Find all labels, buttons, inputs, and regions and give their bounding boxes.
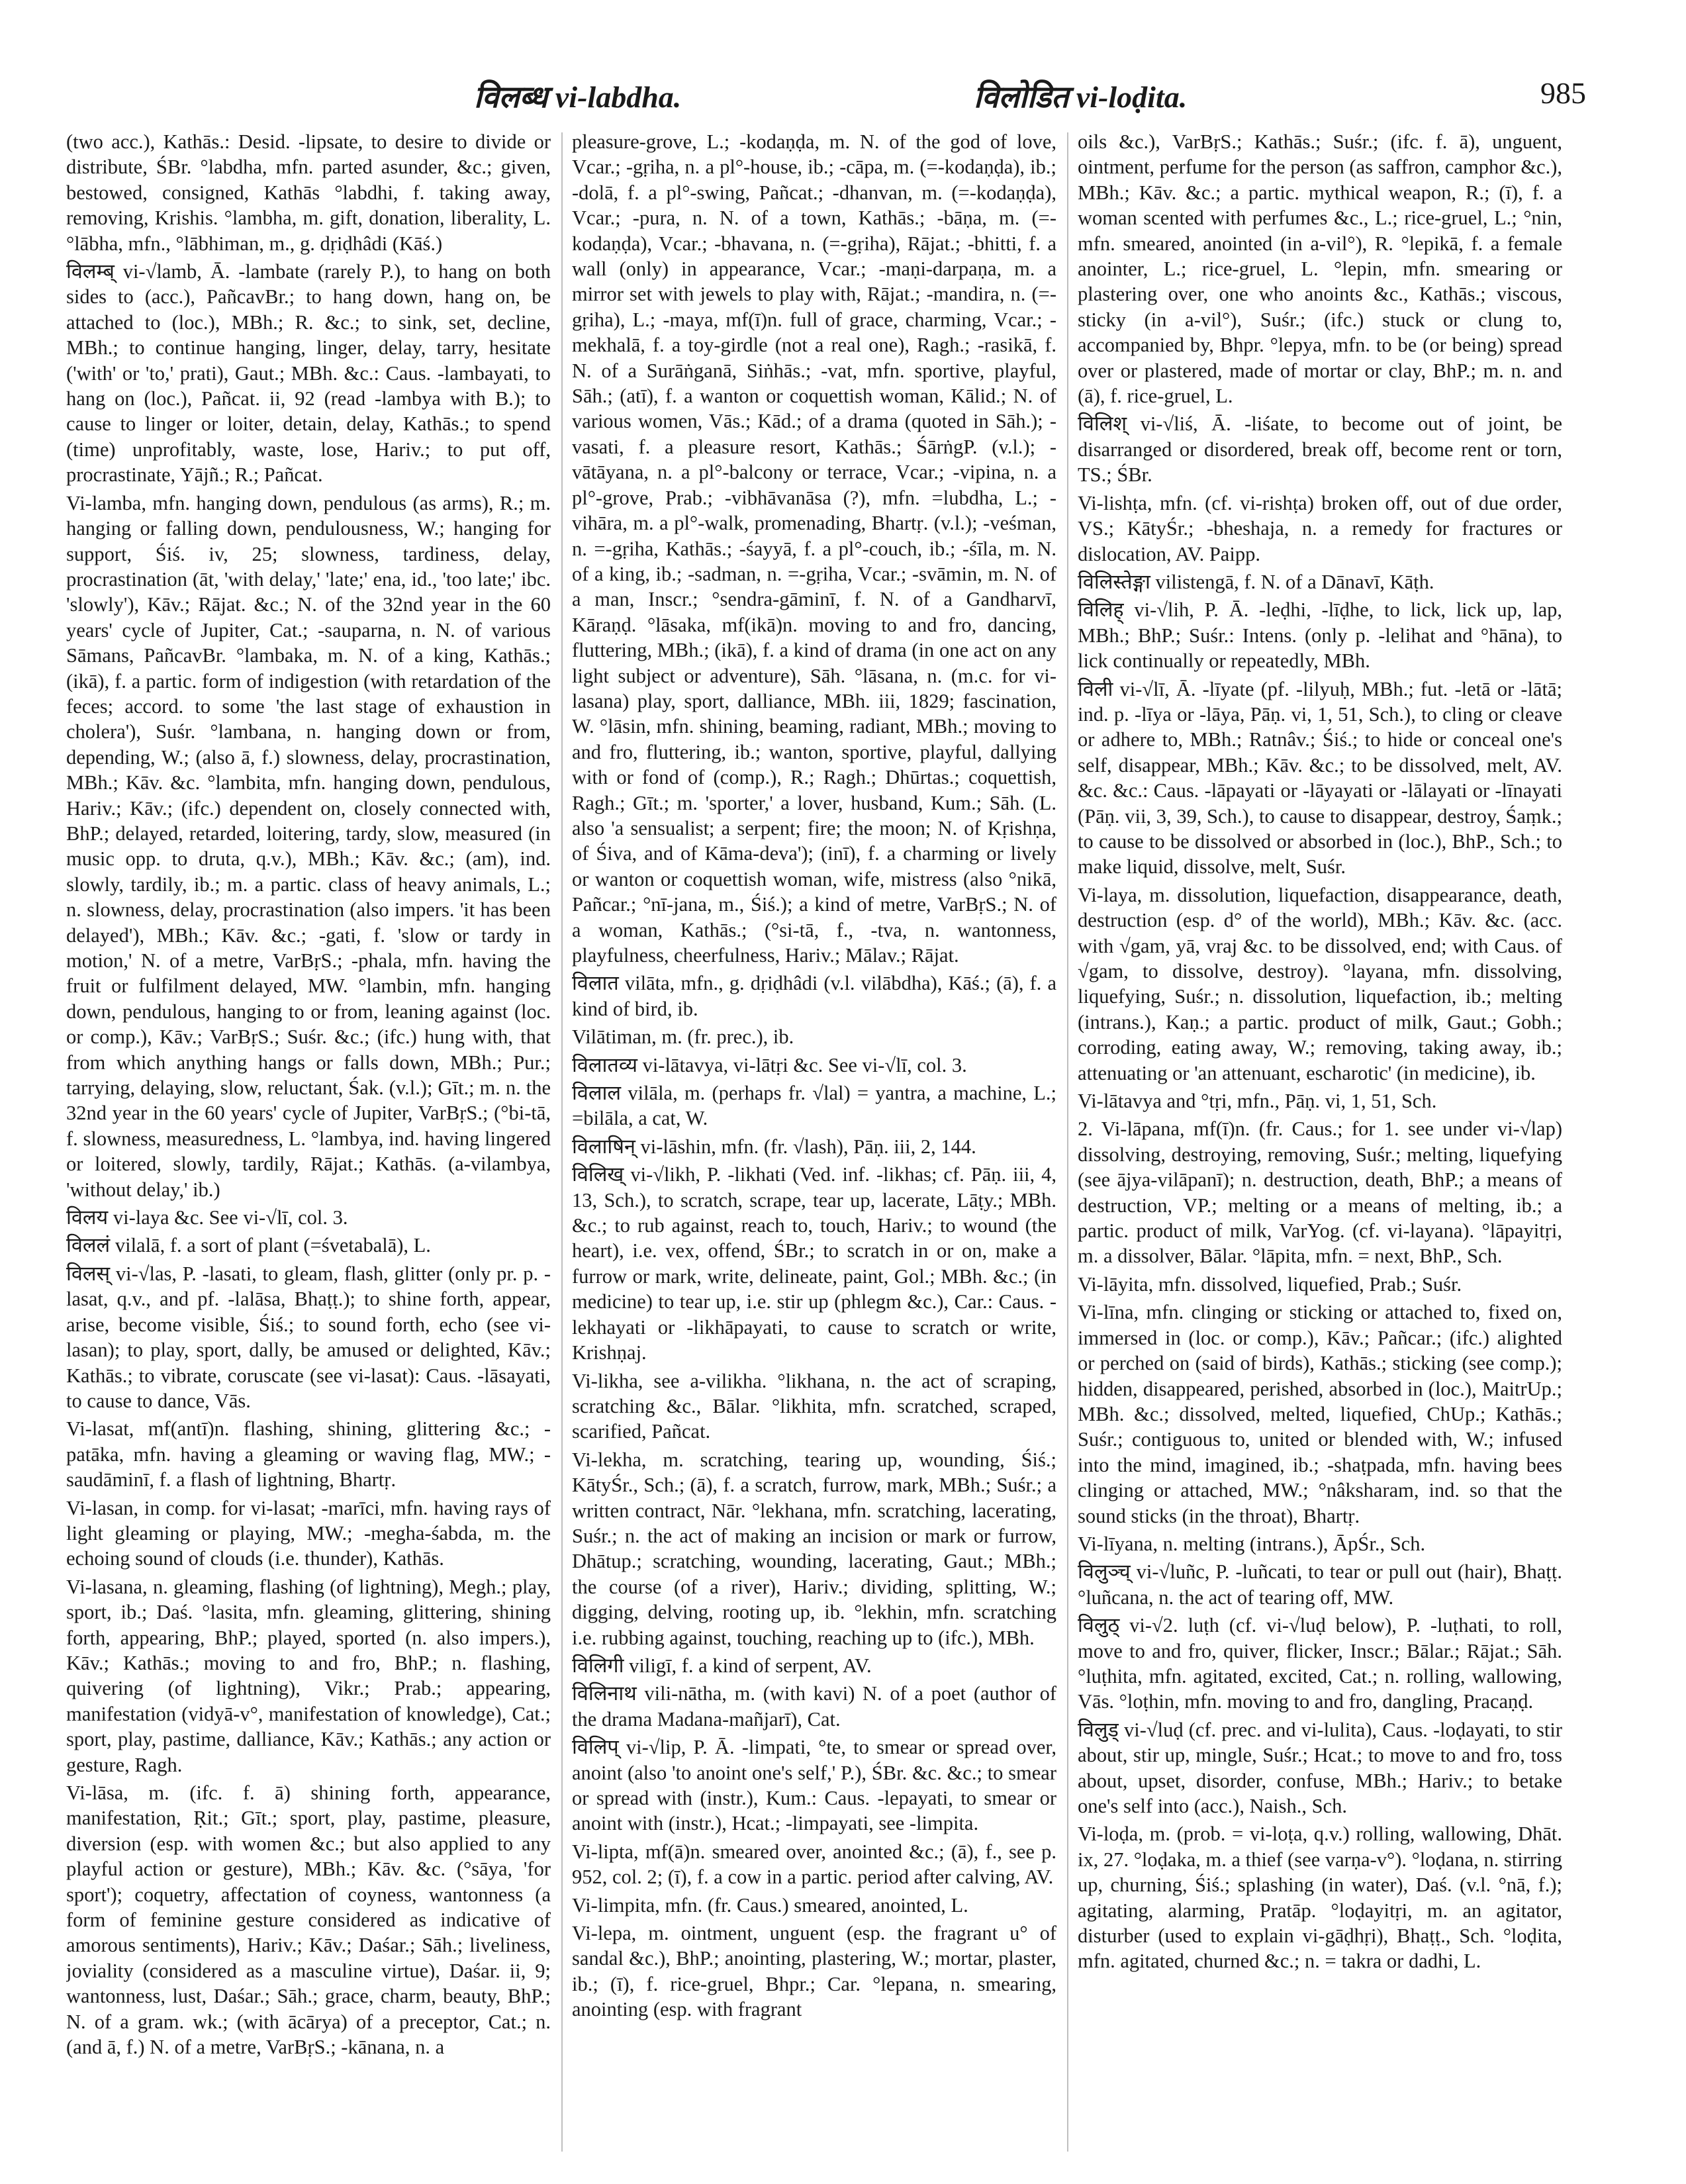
dictionary-entry: Vi-līna, mfn. clinging or sticking or attached to, fixed on, immersed in (loc. or comp.), Kāv.; Pañcar.; (ifc.) alighted or perched on (said of birds), Kathās.; sticking (see comp.); hidden, disappeared, perished, absorbed in (loc.), MaitrUp.; MBh. &c.; dissolved, melted, liquefied, ChUp.; Kathās.; Suśr.; contiguous to, united or blended with, W.; infused into the mind, imagined, ib.; -shaṭpada, mfn. having bees clinging or attached, MW.; °nâksharam, ind. so that the sound sticks (in the throat), Bhartṛ.: [1078, 1301, 1562, 1527]
page-number: 985: [1540, 76, 1586, 110]
dictionary-entry: विलिख् vi-√likh, P. -likhati (Ved. inf. -likhas; cf. Pāṇ. iii, 4, 13, Sch.), to scratch, scrape, tear up, lacerate, Lāṭy.; MBh. &c.; to rub against, reach to, touch, Hariv.; to wound (the heart), i.e. vex, offend, ŚBr.; to scratch in or on, make a furrow or mark, write, delineate, paint, Gol.; MBh. &c.; (in medicine) to tear up, i.e. stir up (phlegm &c.), Car.: Caus. -lekhayati or -likhāpayati, to cause to scratch or write, Krishṇaj.: [572, 1163, 1056, 1364]
dictionary-entry: विलय vi-laya &c. See vi-√lī, col. 3.: [66, 1206, 348, 1229]
dictionary-entry: विलिनाथ vili-nātha, m. (with kavi) N. of a poet (author of the drama Madana-mañjarī), Cat.: [572, 1682, 1056, 1731]
dictionary-entry: Vi-lāsa, m. (ifc. f. ā) shining forth, appearance, manifestation, Ṛit.; Gīt.; sport, play, pastime, pleasure, diversion (esp. with women &c.; but also applied to any playful action or gesture), MBh.; Kāv. &c. (°sāya, 'for sport'); coquetry, affectation of coyness, wantonness (a form of feminine gesture considered as indicative of amorous sentiments), Hariv.; Kāv.; Daśar.; Sāh.; liveliness, joviality (considered as a masculine virtue), Daśar. ii, 9; wantonness, lust, Daśar.; Sāh.; grace, charm, beauty, BhP.; N. of a gram. wk.; (with ācārya) of a preceptor, Cat.; n. (and ā, f.) N. of a metre, VarBṛS.; -kānana, n. a: [66, 1781, 551, 2059]
dictionary-entry: Vi-lishṭa, mfn. (cf. vi-rishṭa) broken off, out of due order, VS.; KātyŚr.; -bheshaja, n. a remedy for fractures or dislocation, AV. Paipp.: [1078, 491, 1562, 565]
dictionary-entry: Vi-likha, see a-vilikha. °likhana, n. the act of scraping, scratching &c., Bālar. °likhita, mfn. scratched, scraped, scarified, Pañcat.: [572, 1369, 1056, 1443]
dictionary-entry: Vi-lātavya and °tṛi, mfn., Pāṇ. vi, 1, 51, Sch.: [1078, 1090, 1437, 1113]
dictionary-entry: Vi-lāyita, mfn. dissolved, liquefied, Prab.; Suśr.: [1078, 1272, 1462, 1296]
right-headword: विलोडित vi-loḍita.: [974, 80, 1188, 114]
dictionary-entry: विलातव्य vi-lātavya, vi-lātṛi &c. See vi-√lī, col. 3.: [572, 1053, 967, 1076]
dictionary-entry: Vi-lipta, mf(ā)n. smeared over, anointed &c.; (ā), f., see p. 952, col. 2; (ī), f. a cow in a partic. period after calving, AV.: [572, 1840, 1056, 1889]
dictionary-entry: विली vi-√lī, Ā. -līyate (pf. -lilyuḥ, MBh.; fut. -letā or -lātā; ind. p. -līya or -lāya, Pāṇ. vi, 1, 51, Sch.), to cling or cleave or adhere to, MBh.; Ratnâv.; Śiś.; to hide or conceal one's self, disappear, MBh.; Kāv. &c.; to be dissolved, melt, AV. &c. &c.: Caus. -lāpayati or -lāyayati or -lālayati or -līnayati (Pāṇ. vii, 3, 39, Sch.), to cause to disappear, destroy, Śaṃk.; to cause to be dissolved or absorbed in (loc.), BhP., Sch.; to make liquid, dissolve, melt, Suśr.: [1078, 677, 1562, 878]
dictionary-entry: विलिह् vi-√lih, P. Ā. -leḍhi, -līḍhe, to lick, lick up, lap, MBh.; BhP.; Suśr.: Intens. (only p. -lelihat and °hāna), to lick continually or repeatedly, MBh.: [1078, 598, 1562, 673]
dictionary-entry: विलिस्तेङ्गा vilistengā, f. N. of a Dānavī, Kāṭh.: [1078, 570, 1434, 593]
dictionary-entry: विलाषिन् vi-lāshin, mfn. (fr. √lash), Pāṇ. iii, 2, 144.: [572, 1135, 976, 1158]
dictionary-entry: विलुड् vi-√luḍ (cf. prec. and vi-lulita), Caus. -loḍayati, to stir about, stir up, mingle, Suśr.; Hcat.; to move to and fro, toss about, upset, disorder, confuse, MBh.; Hariv.; to betake one's self into (acc.), Naish., Sch.: [1078, 1718, 1562, 1817]
dictionary-entry: Vi-loḍa, m. (prob. = vi-loṭa, q.v.) rolling, wallowing, Dhāt. ix, 27. °loḍaka, m. a thief (see varṇa-v°). °loḍana, n. stirring up, churning, Śiś.; splashing (in water), Daś. (v.l. °nā, f.); agitating, alarming, Pratāp. °loḍayitṛi, m. an agitator, disturber (used to explain vi-gāḍhṛi), Bhaṭṭ., Sch. °loḍita, mfn. agitated, churned &c.; n. = takra or dadhi, L.: [1078, 1823, 1562, 1973]
dictionary-entry: विलिप् vi-√lip, P. Ā. -limpati, °te, to smear or spread over, anoint (also 'to anoint one's self,' P.), ŚBr. &c. &c.; to smear or spread with (instr.), Kum.: Caus. -lepayati, to smear or anoint with (instr.), Hcat.; -limpayati, see -limpita.: [572, 1736, 1056, 1835]
dictionary-entry: oils &c.), VarBṛS.; Kathās.; Suśr.; (ifc. f. ā), unguent, ointment, perfume for the person (as saffron, camphor &c.), MBh.; Kāv. &c.; a partic. mythical weapon, R.; (ī), f. a woman scented with perfumes &c., L.; rice-gruel, L.; °nin, mfn. smeared, anointed (in a-vil°), R. °lepikā, f. a female anointer, L.; rice-gruel, L. °lepin, mfn. smearing or plastering over, one who anoints &c., Kathās.; viscous, sticky (in a-vil°), Suśr.; (ifc.) stuck or clung to, accompanied by, Bhpr. °lepya, mfn. to be (or being) spread over or plastered, made of mortar or clay, BhP.; m. n. and (ā), f. rice-gruel, L.: [1078, 130, 1562, 408]
dictionary-entry: विलम्ब् vi-√lamb, Ā. -lambate (rarely P.), to hang on both sides to (acc.), PañcavBr.; to hang down, hang on, be attached to (loc.), MBh.; R. &c.; to sink, set, decline, MBh.; to continue hanging, linger, delay, tarry, hesitate ('with' or 'to,' prati), Gaut.; MBh. &c.: Caus. -lambayati, to hang on (loc.), Pañcat. ii, 92 (read -lambya with B.); to cause to linger or loiter, detain, delay, Kathās.; to spend (time) unprofitably, waste, lose, Hariv.; to put off, procrastinate, Yājñ.; R.; Pañcat.: [66, 260, 551, 487]
dictionary-entry: विलुठ् vi-√2. luṭh (cf. vi-√luḍ below), P. -luṭhati, to roll, move to and fro, quiver, flicker, Inscr.; Bālar.; Rājat.; Sāh. °luṭhita, mfn. agitated, excited, Cat.; n. rolling, wallowing, Vās. °loṭhin, mfn. moving to and fro, dangling, Pracaṇḍ.: [1078, 1614, 1562, 1713]
dictionary-entry: विलिश् vi-√liś, Ā. -liśate, to become out of joint, be disarranged or disordered, break off, become rent or torn, TS.; ŚBr.: [1078, 412, 1562, 487]
dictionary-entry: विलात vilāta, mfn., g. dṛiḍhâdi (v.l. vilābdha), Kāś.; (ā), f. a kind of bird, ib.: [572, 972, 1056, 1020]
dictionary-entry: Vi-līyana, n. melting (intrans.), ĀpŚr., Sch.: [1078, 1532, 1426, 1555]
dictionary-entry: Vi-lasat, mf(antī)n. flashing, shining, glittering &c.; -patāka, mfn. having a gleaming or waving flag, MW.; -saudāminī, f. a flash of lightning, Bhartṛ.: [66, 1417, 551, 1492]
column-divider: [1067, 132, 1068, 2152]
left-headword: विलब्ध vi-labdha.: [474, 80, 682, 114]
dictionary-entry: Vi-lepa, m. ointment, unguent (esp. the fragrant u° of sandal &c.), BhP.; anointing, plastering, W.; mortar, plaster, ib.; (ī), f. rice-gruel, Bhpr.; Car. °lepana, n. smearing, anointing (esp. with fragrant: [572, 1922, 1056, 2021]
dictionary-entry: Vi-lamba, mfn. hanging down, pendulous (as arms), R.; m. hanging or falling down, pendulousness, W.; hanging for support, Śiś. iv, 25; slowness, tardiness, delay, procrastination (āt, 'with delay,' 'late;' ena, id., 'too late;' ibc. 'slowly'), Kāv.; Rājat. &c.; N. of the 32nd year in the 60 years' cycle of Jupiter, Cat.; -sauparna, n. N. of various Sāmans, PañcavBr. °lambaka, m. N. of a king, Kathās.; (ikā), f. a partic. form of indigestion (with retardation of the feces; accord. to some 'the last stage of exhaustion in cholera'), Suśr. °lambana, n. hanging down or from, depending, W.; (also ā, f.) slowness, delay, procrastination, MBh.; Kāv. &c. °lambita, mfn. hanging down, pendulous, Hariv.; Kāv.; (ifc.) dependent on, closely connected with, BhP.; delayed, retarded, loitering, tardy, slow, measured (in music opp. to druta, q.v.), MBh.; Kāv. &c.; (am), ind. slowly, tardily, ib.; m. a partic. class of heavy animals, L.; n. slowness, delay, procrastination (also impers. 'it has been delayed'), MBh.; Kāv. &c.; -gati, f. 'slow or tardy in motion,' N. of a metre, VarBṛS.; -phala, mfn. having the fruit or fulfilment delayed, MW. °lambin, mfn. hanging down, pendulous, hanging to or from, leaning against (loc. or comp.), Kāv.; VarBṛS.; Suśr. &c.; (ifc.) hung with, that from which anything hangs or falls down, MBh.; Pur.; tarrying, delaying, slow, reluctant, Śak. (v.l.); Gīt.; m. n. the 32nd year in the 60 years' cycle of Jupiter, VarBṛS.; (°bi-tā, f. slowness, measuredness, L. °lambya, ind. having lingered or loitered, slowly, tardily, Rājat.; Kathās. (a-vilambya, 'without delay,' ib.): [66, 491, 551, 1201]
column-3: [1078, 129, 1562, 2155]
dictionary-entry: Vi-lasana, n. gleaming, flashing (of lightning), Megh.; play, sport, ib.; Daś. °lasita, mfn. gleaming, glittering, shining forth, appearing, BhP.; played, sported (n. also impers.), Kāv.; Kathās.; moving to and fro, BhP.; n. flashing, quivering (of lightning), Vikr.; Prab.; appearing, manifestation (vidyā-v°, manifestation of knowledge), Cat.; sport, play, pastime, dalliance, Kāv.; Kathās.; any action or gesture, Ragh.: [66, 1575, 551, 1776]
dictionary-entry: Vi-laya, m. dissolution, liquefaction, disappearance, death, destruction (esp. d° of the world), MBh.; Kāv. &c. (acc. with √gam, yā, vraj &c. to be dissolved, end; with Caus. of √gam, to dissolve, destroy). °layana, mfn. dissolving, liquefying, Suśr.; n. dissolution, liquefaction, ib.; melting (intrans.), Kaṇ.; a partic. product of milk, Gaut.; Gobh.; corroding, eating away, W.; removing, taking away, ib.; attenuating or 'an attenuant, escharotic' (in medicine), ib.: [1078, 883, 1562, 1084]
running-header: [64, 66, 1622, 126]
column-1: [66, 129, 551, 2155]
dictionary-entry: (two acc.), Kathās.: Desid. -lipsate, to desire to divide or distribute, ŚBr. °labdha, mfn. parted asunder, &c.; given, bestowed, consigned, Kathās °labdhi, f. taking away, removing, Krishis. °lambha, m. gift, donation, liberality, L. °lābha, mfn., °lābhiman, m., g. dṛiḍhâdi (Kāś.): [66, 130, 551, 255]
dictionary-entry: Vilātiman, m. (fr. prec.), ib.: [572, 1025, 794, 1049]
dictionary-entry: विलिगी viligī, f. a kind of serpent, AV.: [572, 1654, 872, 1677]
dictionary-entry: Vi-limpita, mfn. (fr. Caus.) smeared, anointed, L.: [572, 1893, 968, 1917]
dictionary-entry: pleasure-grove, L.; -kodaṇḍa, m. N. of the god of love, Vcar.; -gṛiha, n. a pl°-house, ib.; -cāpa, m. (=-kodaṇḍa), ib.; -dolā, f. a pl°-swing, Pañcat.; -dhanvan, m. (=-kodaṇḍa), Vcar.; -pura, n. N. of a town, Kathās.; -bāṇa, m. (=-kodaṇḍa), Vcar.; -bhavana, n. (=-gṛiha), Rājat.; -bhitti, f. a wall (only) in appearance, Vcar.; -maṇi-darpaṇa, m. a mirror set with jewels to play with, Rājat.; -mandira, n. (=-gṛiha), L.; -maya, mf(ī)n. full of grace, charming, Vcar.; -mekhalā, f. a toy-girdle (not a real one), Ragh.; -rasikā, f. N. of a Surāṅganā, Siṅhās.; -vat, mfn. sportive, playful, Sāh.; (atī), f. a wanton or coquettish woman, Kālid.; N. of various women, Vās.; Kād.; of a drama (quoted in Sāh.); -vasati, f. a pleasure resort, Kathās.; ŚārṅgP. (v.l.); -vātāyana, n. a pl°-balcony or terrace, Vcar.; -vipina, n. a pl°-grove, Prab.; -vibhāvanāsa (?), mfn. =lubdha, L.; -vihāra, m. a pl°-walk, promenading, Bhartṛ. (v.l.); -veśman, n. =-gṛiha, Kathās.; -śayyā, f. a pl°-couch, ib.; -śīla, m. N. of a king, ib.; -sadman, n. =-gṛiha, Vcar.; -svāmin, m. N. of a man, Inscr.; °sendra-gāminī, f. N. of a Gandharvī, Kāraṇḍ. °lāsaka, mf(ikā)n. moving to and fro, dancing, fluttering, MBh.; (ikā), f. a kind of drama (in one act on any light subject or adventure), Sāh. °lāsana, n. (m.c. for vi-lasana) play, sport, dalliance, MBh. iii, 1829; fascination, W. °lāsin, mfn. shining, beaming, radiant, MBh.; moving to and fro, fluttering, ib.; wanton, sportive, playful, dallying with or fond of (comp.), R.; Ragh.; Dhūrtas.; coquettish, Ragh.; Gīt.; m. 'sporter,' a lover, husband, Kum.; Sāh. (L. also 'a sensualist; a serpent; fire; the moon; N. of Kṛishṇa, of Śiva, and of Kāma-deva'); (inī), f. a charming or lively or wanton or coquettish woman, wife, mistress (also °nikā, Pañcar.; °nī-jana, m., Śiś.); a kind of metre, VarBṛS.; N. of a woman, Kathās.; (°si-tā, f., -tva, n. wantonness, playfulness, cheerfulness, Hariv.; Mālav.; Rājat.: [572, 130, 1056, 967]
column-divider: [561, 132, 563, 2152]
dictionary-entry: Vi-lasan, in comp. for vi-lasat; -marīci, mfn. having rays of light gleaming or playing, MW.; -megha-śabda, m. the echoing sound of clouds (i.e. thunder), Kathās.: [66, 1496, 551, 1570]
column-2: [572, 129, 1056, 2155]
dictionary-entry: विलुञ्च् vi-√luñc, P. -luñcati, to tear or pull out (hair), Bhaṭṭ. °luñcana, n. the act of tearing off, MW.: [1078, 1560, 1562, 1609]
dictionary-entry: विललं vilalā, f. a sort of plant (=śvetabalā), L.: [66, 1234, 431, 1257]
dictionary-entry: विलस् vi-√las, P. -lasati, to gleam, flash, glitter (only pr. p. -lasat, q.v., and pf. -lalāsa, Bhaṭṭ.); to shine forth, appear, arise, become visible, Śiś.; to sound forth, echo (see vi-lasan); to play, sport, dally, be amused or delighted, Kāv.; Kathās.; to vibrate, coruscate (see vi-lasat): Caus. -lāsayati, to cause to dance, Vās.: [66, 1262, 551, 1412]
dictionary-entry: विलाल vilāla, m. (perhaps fr. √lal) = yantra, a machine, L.; =bilāla, a cat, W.: [572, 1082, 1056, 1130]
dictionary-entry: 2. Vi-lāpana, mf(ī)n. (fr. Caus.; for 1. see under vi-√lap) dissolving, destroying, removing, Suśr.; melting, liquefying (see ājya-vilāpanī); n. destruction, death, BhP.; a means of destruction, VP.; melting or a means of melting, ib.; a partic. product of milk, VarYog. (cf. vi-layana). °lāpayitṛi, m. a dissolver, Bālar. °lāpita, mfn. = next, BhP., Sch.: [1078, 1117, 1562, 1268]
dictionary-entry: Vi-lekha, m. scratching, tearing up, wounding, Śiś.; KātyŚr., Sch.; (ā), f. a scratch, furrow, mark, MBh.; Suśr.; a written contract, Nār. °lekhana, mfn. scratching, lacerating, Suśr.; n. the act of making an incision or mark or furrow, Dhātup.; scratching, wounding, lacerating, Gaut.; MBh.; the course (of a river), Hariv.; dividing, splitting, W.; digging, delving, rooting up, ib. °lekhin, mfn. scratching i.e. rubbing against, touching, reaching up to (ifc.), MBh.: [572, 1448, 1056, 1649]
